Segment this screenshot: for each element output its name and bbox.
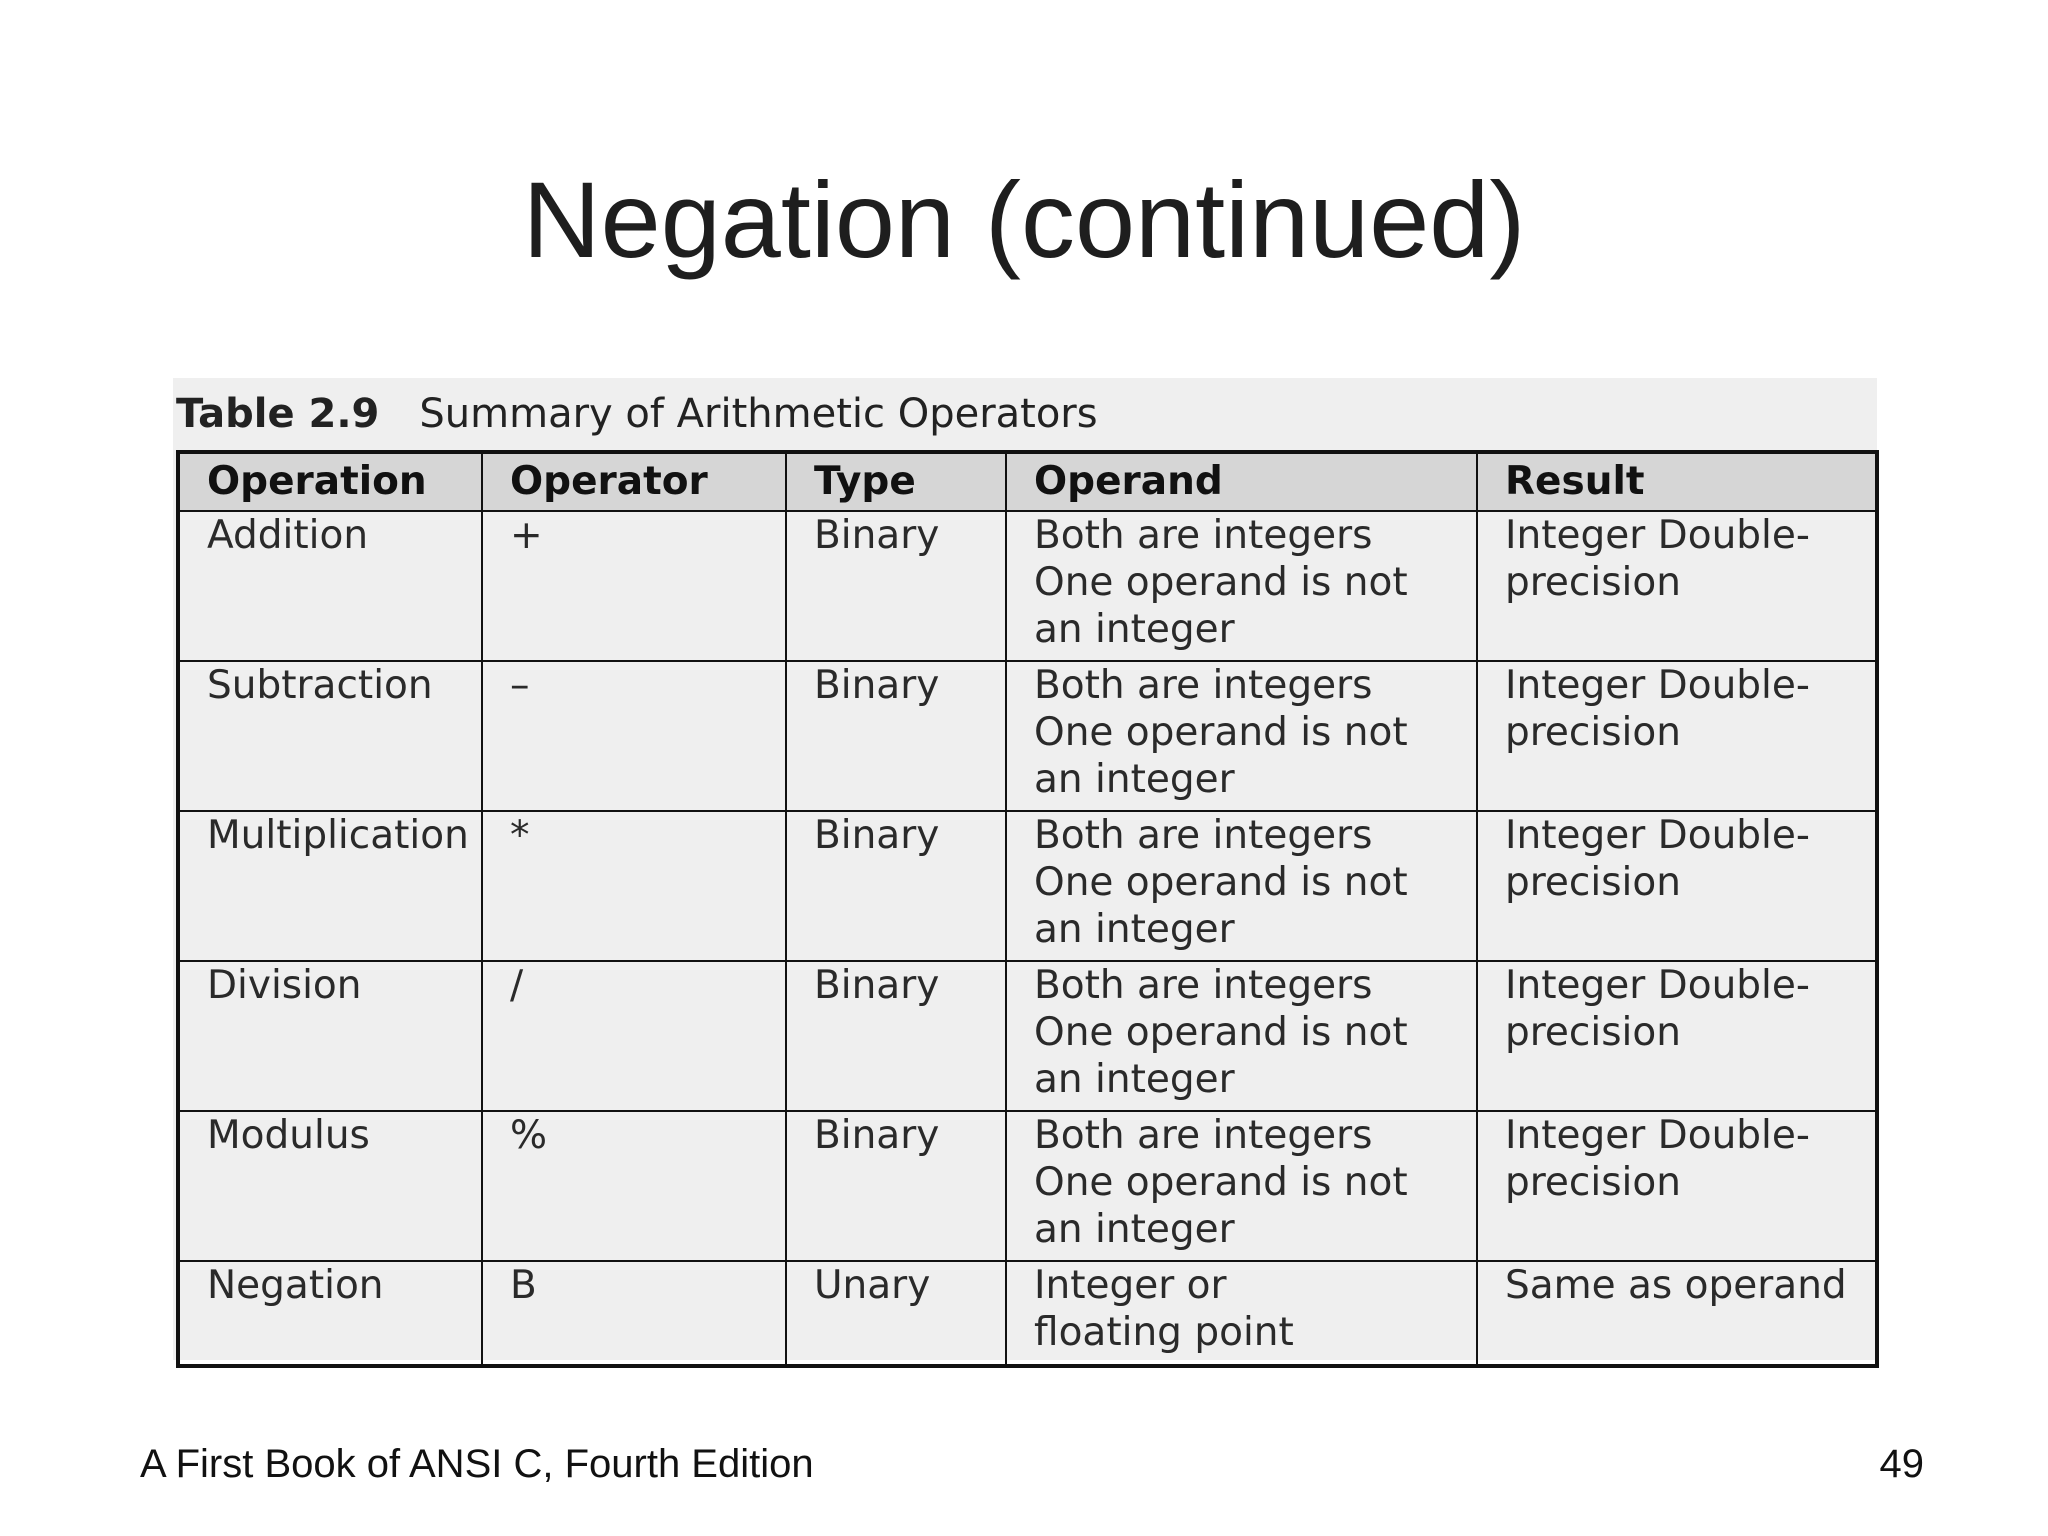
result-line: Integer Double- — [1505, 813, 1810, 858]
footer-book-title: A First Book of ANSI C, Fourth Edition — [140, 1442, 814, 1486]
page-number: 49 — [1879, 1442, 1924, 1486]
cell-operand — [1006, 811, 1477, 961]
table-row — [178, 961, 1877, 1111]
operand-line: an integer — [1034, 607, 1235, 652]
table-row — [178, 1261, 1877, 1366]
result-line: Integer Double- — [1505, 663, 1810, 708]
table-row — [178, 661, 1877, 811]
operand-line: an integer — [1034, 757, 1235, 802]
table-caption-text: Summary of Arithmetic Operators — [419, 391, 1098, 437]
result-line: precision — [1505, 560, 1681, 605]
column-header-operation: Operation — [178, 452, 482, 511]
operand-line: an integer — [1034, 1207, 1235, 1252]
column-header-type: Type — [786, 452, 1006, 511]
result-line: Integer Double- — [1505, 513, 1810, 558]
cell-type: Binary — [786, 1111, 1006, 1261]
table-caption-number: Table 2.9 — [176, 391, 380, 437]
cell-operation: Modulus — [178, 1111, 482, 1261]
cell-type: Binary — [786, 661, 1006, 811]
result-line: precision — [1505, 710, 1681, 755]
cell-operator: B — [482, 1261, 786, 1366]
cell-type: Binary — [786, 961, 1006, 1111]
table-row — [178, 811, 1877, 961]
cell-result — [1477, 1261, 1877, 1366]
cell-operation: Multiplication — [178, 811, 482, 961]
cell-operator: * — [482, 811, 786, 961]
cell-operator: + — [482, 511, 786, 661]
cell-result — [1477, 961, 1877, 1111]
operand-line: floating point — [1034, 1310, 1294, 1355]
column-header-result: Result — [1477, 452, 1877, 511]
operand-line: One operand is not — [1034, 1010, 1408, 1055]
operand-line: One operand is not — [1034, 1160, 1408, 1205]
operand-line: Both are integers — [1034, 963, 1373, 1008]
cell-operand — [1006, 961, 1477, 1111]
operand-line: Integer or — [1034, 1263, 1227, 1308]
operand-line: One operand is not — [1034, 710, 1408, 755]
operand-line: Both are integers — [1034, 663, 1373, 708]
cell-operation: Subtraction — [178, 661, 482, 811]
cell-operator: – — [482, 661, 786, 811]
result-line: precision — [1505, 1160, 1681, 1205]
table-row — [178, 1111, 1877, 1261]
cell-type: Binary — [786, 811, 1006, 961]
cell-operation: Addition — [178, 511, 482, 661]
result-line: precision — [1505, 1010, 1681, 1055]
result-line: Integer Double- — [1505, 1113, 1810, 1158]
cell-type: Unary — [786, 1261, 1006, 1366]
cell-result — [1477, 1111, 1877, 1261]
slide-title: Negation (continued) — [522, 159, 1526, 280]
result-line: Same as operand — [1505, 1263, 1847, 1308]
arithmetic-operators-table — [176, 450, 1879, 1368]
table-caption — [176, 378, 1098, 450]
operand-line: Both are integers — [1034, 1113, 1373, 1158]
table-row — [178, 511, 1877, 661]
cell-result — [1477, 811, 1877, 961]
cell-type: Binary — [786, 511, 1006, 661]
cell-operand — [1006, 661, 1477, 811]
cell-operand — [1006, 1261, 1477, 1366]
operand-line: Both are integers — [1034, 813, 1373, 858]
cell-result — [1477, 511, 1877, 661]
column-header-operator: Operator — [482, 452, 786, 511]
cell-operation: Division — [178, 961, 482, 1111]
cell-operand — [1006, 511, 1477, 661]
operand-line: One operand is not — [1034, 860, 1408, 905]
cell-operator: / — [482, 961, 786, 1111]
column-header-operand: Operand — [1006, 452, 1477, 511]
cell-operator: % — [482, 1111, 786, 1261]
table-header-row — [178, 452, 1877, 511]
operand-line: an integer — [1034, 1057, 1235, 1102]
operand-line: Both are integers — [1034, 513, 1373, 558]
cell-operand — [1006, 1111, 1477, 1261]
table-figure — [173, 378, 1877, 1360]
result-line: precision — [1505, 860, 1681, 905]
cell-result — [1477, 661, 1877, 811]
operand-line: an integer — [1034, 907, 1235, 952]
result-line: Integer Double- — [1505, 963, 1810, 1008]
operand-line: One operand is not — [1034, 560, 1408, 605]
cell-operation: Negation — [178, 1261, 482, 1366]
